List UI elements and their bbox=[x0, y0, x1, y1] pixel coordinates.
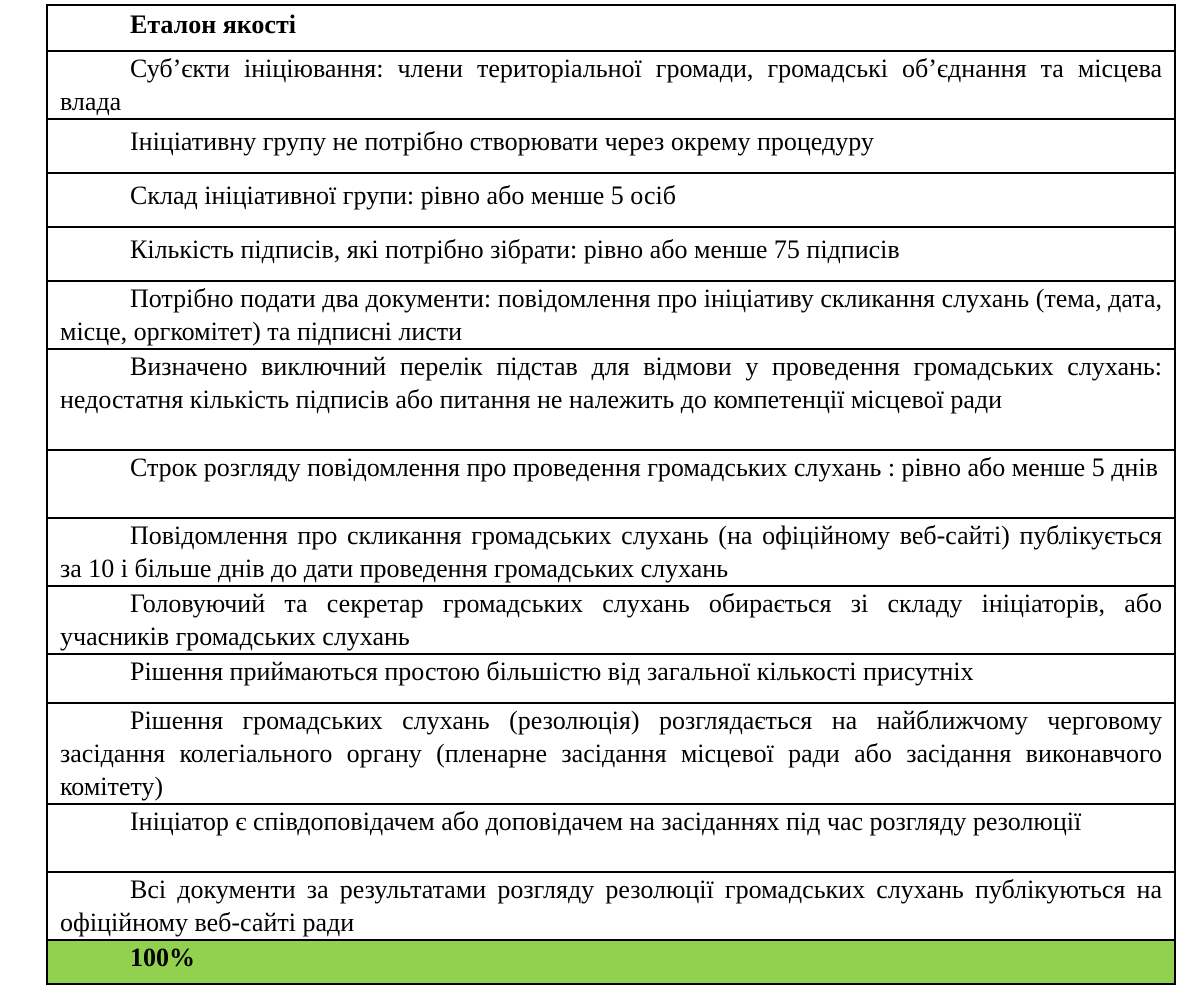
table-cell: Рішення приймаються простою більшістю від загальної кількості присутніх bbox=[47, 654, 1175, 703]
table-cell: Повідомлення про скликання громадських слухань (на офіційному веб-сайті) публікується за 10 і більше днів до дати проведення громадських слухань bbox=[47, 518, 1175, 586]
table-row bbox=[47, 450, 1175, 518]
table-row bbox=[47, 349, 1175, 450]
table-row bbox=[47, 281, 1175, 349]
table-cell: Рішення громадських слухань (резолюція) розглядається на найближчому черговому засідання колегіального органу (пленарне засідання місцевої ради або засідання виконавчого комітету) bbox=[47, 703, 1175, 804]
table-row bbox=[47, 654, 1175, 703]
table-row bbox=[47, 586, 1175, 654]
table-header-cell: Еталон якості bbox=[47, 5, 1175, 51]
table-row bbox=[47, 872, 1175, 940]
table-row bbox=[47, 119, 1175, 173]
table-cell: Головуючий та секретар громадських слухань обирається зі складу ініціаторів, або учасників громадських слухань bbox=[47, 586, 1175, 654]
table-row bbox=[47, 173, 1175, 227]
table-row bbox=[47, 518, 1175, 586]
table-result-row bbox=[47, 940, 1175, 984]
table-cell: Суб’єкти ініціювання: члени територіальної громади, громадські об’єднання та місцева влада bbox=[47, 51, 1175, 119]
result-cell: 100% bbox=[47, 940, 1175, 984]
table-cell: Потрібно подати два документи: повідомлення про ініціативу скликання слухань (тема, дата, місце, оргкомітет) та підписні листи bbox=[47, 281, 1175, 349]
quality-standard-table bbox=[46, 4, 1176, 985]
table-row bbox=[47, 51, 1175, 119]
table-row bbox=[47, 227, 1175, 281]
table-cell: Всі документи за результатами розгляду резолюції громадських слухань публікуються на офіційному веб-сайті ради bbox=[47, 872, 1175, 940]
table-header-row bbox=[47, 5, 1175, 51]
table-cell: Визначено виключний перелік підстав для відмови у проведення громадських слухань: недостатня кількість підписів або питання не належить до компетенції місцевої ради bbox=[47, 349, 1175, 450]
table-row bbox=[47, 703, 1175, 804]
table-cell: Ініціатор є співдоповідачем або доповідачем на засіданнях під час розгляду резолюції bbox=[47, 804, 1175, 872]
table-cell: Кількість підписів, які потрібно зібрати: рівно або менше 75 підписів bbox=[47, 227, 1175, 281]
table-row bbox=[47, 804, 1175, 872]
table-cell: Склад ініціативної групи: рівно або менше 5 осіб bbox=[47, 173, 1175, 227]
table-cell: Строк розгляду повідомлення про проведення громадських слухань : рівно або менше 5 днів bbox=[47, 450, 1175, 518]
table-cell: Ініціативну групу не потрібно створювати через окрему процедуру bbox=[47, 119, 1175, 173]
